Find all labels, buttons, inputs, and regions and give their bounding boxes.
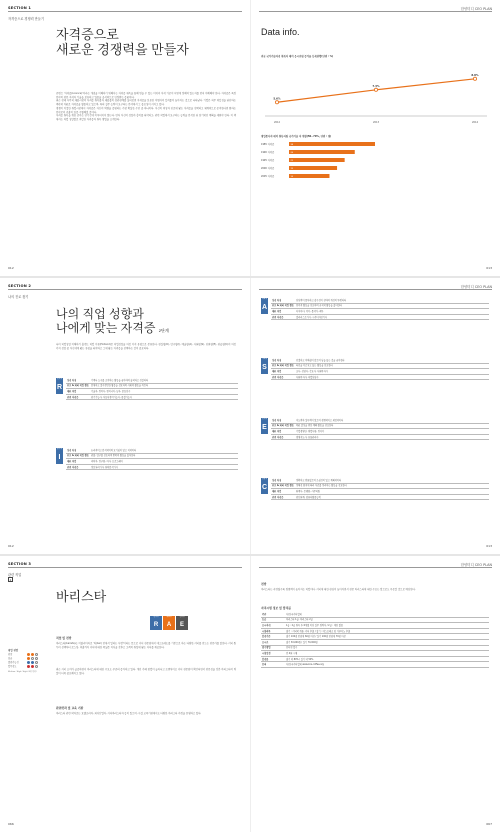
rating-dot bbox=[31, 653, 34, 656]
divider bbox=[8, 289, 242, 290]
x-tick-label: 2014 bbox=[471, 121, 479, 124]
row-key: 관련 자격증 bbox=[66, 464, 90, 470]
page-number: 012 bbox=[8, 266, 14, 270]
page-012 bbox=[0, 0, 250, 276]
page-number: 066 bbox=[8, 822, 14, 826]
divider bbox=[259, 289, 492, 290]
body-text bbox=[56, 92, 236, 122]
side-tag: 나의 진로 찾기 bbox=[8, 295, 29, 299]
bar-chart bbox=[261, 140, 381, 182]
row-key: 선호 & 회피 직업 활동 bbox=[272, 364, 294, 368]
legend-rows bbox=[8, 653, 38, 669]
row-value: 필기 약 80% / 실기 약 50% bbox=[285, 656, 489, 662]
side-tag: 자격증으로 경쟁력 만들기 bbox=[8, 17, 44, 21]
sub-heading: 직업 및 전망 bbox=[56, 636, 72, 640]
rating-dot bbox=[31, 661, 34, 664]
legend-label: 업무강도 bbox=[8, 665, 17, 668]
exam-info-table bbox=[261, 612, 489, 668]
side-number: 2 bbox=[9, 578, 12, 582]
personality-tag bbox=[150, 616, 162, 630]
page-067 bbox=[250, 556, 500, 832]
row-key: 관련 자격증 bbox=[271, 434, 295, 440]
row-value: 정보처리기사, 화학분석기사 bbox=[90, 464, 238, 470]
row-value: 상상력이 풍부하고 감수성이 강하며 개성이 뚜렷하다 bbox=[295, 298, 489, 303]
legend bbox=[8, 648, 38, 673]
page-012b bbox=[0, 278, 250, 554]
tag-type-name: 예술형 bbox=[163, 616, 175, 620]
line-chart bbox=[261, 60, 491, 124]
legend-title: 직업 전망 bbox=[8, 649, 19, 652]
row-key: 성격 특징 bbox=[66, 378, 90, 383]
header-brand: 한양미디 CEO PLAN bbox=[460, 563, 492, 567]
row-value: 기계나 도구를 조작하는 활동을 좋아하며 솔직하고 성실하다 bbox=[90, 378, 238, 383]
type-name: 탐구형 bbox=[56, 448, 63, 450]
row-value: 사)한국커피협회 bbox=[285, 612, 489, 617]
spread-3 bbox=[0, 556, 500, 832]
table-row bbox=[271, 314, 489, 320]
category-label: 1990 자격증 bbox=[261, 151, 275, 155]
row-key: 성격 특징 bbox=[271, 298, 295, 303]
category-label: 1995 자격증 bbox=[261, 159, 275, 163]
row-value: 사)한국커피협회 www.kca-coffee.org bbox=[285, 662, 489, 668]
row-value: 인터넷 접수 bbox=[285, 645, 489, 651]
type-detail-table bbox=[271, 478, 489, 500]
bar-value-label: 16 bbox=[290, 176, 294, 178]
rating-dot bbox=[27, 653, 30, 656]
type-detail-table bbox=[66, 448, 238, 470]
section-label: SECTION 3 bbox=[8, 562, 32, 566]
paragraph: 경쟁이 치열한 취업시장에서 자격증은 자신의 역량을 증명하는 가장 확실한 수단 중 하나이다. 자신의 적성과 진로에 맞는 자격증을 선택하고 체계적으로 준비한다면 원하는 분야로의 진출이 한층 수월해질 것이다. bbox=[56, 106, 236, 114]
legend-row bbox=[8, 665, 38, 669]
category-label: 2000 자격증 bbox=[261, 167, 275, 171]
row-key: 관련 자격증 bbox=[271, 494, 295, 500]
spread-2 bbox=[0, 278, 500, 554]
row-key: 성격 특징 bbox=[271, 478, 295, 483]
row-value: 논리적이고 분석적이며 호기심이 많고 지적이다 bbox=[90, 448, 238, 453]
row-key: 성격 특징 bbox=[271, 418, 295, 423]
data-label: 8.8% bbox=[471, 73, 479, 77]
body-paragraph: 최근 커피 소비가 급증하면서 바리스타에 대한 수요도 꾸준히 증가하고 있다. 개인 카페 창업이 늘어나고 프랜차이즈 커피 전문점이 확산되면서 전문성을 갖춘 바리스타의 역할이 더욱 중요해지고 있다. bbox=[56, 668, 236, 675]
row-key: 접수방법 bbox=[261, 645, 285, 651]
page-number: 012 bbox=[8, 544, 14, 548]
row-key: 관련 자격증 bbox=[66, 394, 90, 400]
personality-tag bbox=[163, 616, 175, 630]
table-row bbox=[261, 662, 489, 668]
row-value: 목표 달성을 위한 계획 활동을 선호한다 bbox=[295, 423, 489, 429]
table-title: 자격시험 정보 및 합격률 bbox=[261, 606, 291, 610]
title-line-2: 새로운 경쟁력을 만들자 bbox=[56, 41, 189, 57]
row-key: 대표 직업 bbox=[66, 389, 90, 395]
row-key: 합격률 bbox=[261, 656, 285, 662]
data-label: 7.3% bbox=[372, 84, 380, 88]
divider bbox=[8, 11, 242, 12]
data-point bbox=[374, 88, 377, 91]
type-name: 관습형 bbox=[261, 478, 268, 480]
legend-label: 임금 bbox=[8, 657, 13, 660]
spread-1 bbox=[0, 0, 500, 276]
rating-dot bbox=[35, 665, 38, 668]
row-value: 정확하고 빈틈없으며 조심성이 있고 계획적이다 bbox=[295, 478, 489, 483]
type-code: A bbox=[261, 302, 268, 314]
row-value: 친절하고 이해심이 많으며 남을 돕는 것을 좋아한다 bbox=[295, 358, 489, 363]
type-detail-table bbox=[66, 378, 238, 400]
legend-label: 전망 bbox=[8, 653, 13, 656]
row-value: 지도력과 설득력이 있으며 경쟁적이고 외향적이다 bbox=[295, 418, 489, 423]
row-key: 대표 직업 bbox=[66, 459, 90, 465]
divider bbox=[8, 567, 242, 568]
rating-dot bbox=[35, 661, 38, 664]
paragraph: 자격증 취득을 위한 준비는 단기간에 이루어지지 않는다. 먼저 자신의 성향과 흥미를 파악하고, 관련 직업에서 요구하는 능력을 분석한 뒤 장기적인 계획을 세워야 한다. 이 책에서는 직업 성향별로 적합한 자격증과 취득 방법을 소개한다. bbox=[56, 114, 236, 121]
legend-note: Medium / High / Hight (5점 만점) bbox=[8, 671, 37, 673]
page-title: 바리스타 bbox=[56, 589, 107, 604]
row-key: 선호 & 회피 직업 활동 bbox=[67, 454, 89, 458]
row-key: 대표 직업 bbox=[271, 429, 295, 435]
row-value: 필기 30,000원 / 실기 70,000원 bbox=[285, 639, 489, 645]
sub-heading: 관련학과 및 교육 기관 bbox=[56, 706, 84, 710]
row-value: 1급 : 2급 취득 후 6개월 이상 실무 경력자 / 2급 : 제한 없음 bbox=[285, 623, 489, 629]
table-row bbox=[66, 394, 238, 400]
personality-tag bbox=[176, 616, 188, 630]
bar bbox=[289, 174, 329, 178]
table-row bbox=[271, 374, 489, 380]
legend-label: 발전가능성 bbox=[8, 661, 19, 664]
header-brand: 한양미디 CEO PLAN bbox=[460, 7, 492, 11]
type-detail-table bbox=[271, 418, 489, 440]
section-label: SECTION 1 bbox=[8, 6, 32, 10]
body-paragraph: 바리스타 관련 학과로는 호텔조리과, 외식산업과, 커피바리스타과 등이 있으며, 사설 교육기관에서도 다양한 바리스타 과정을 운영하고 있다. bbox=[56, 712, 202, 715]
row-key: 선호 & 회피 직업 활동 bbox=[272, 484, 294, 488]
row-value: 분명하고 질서정연한 활동을 선호하며 사회적 활동을 꺼린다 bbox=[90, 383, 238, 389]
type-name: 사회형 bbox=[261, 358, 268, 360]
rating-dot bbox=[35, 653, 38, 656]
row-key: 대표 직업 bbox=[271, 369, 295, 375]
title-line-1: 나의 직업 성향과 bbox=[56, 307, 144, 321]
rating-dot bbox=[31, 657, 34, 660]
row-value: 기업경영인, 영업사원, 정치가 bbox=[295, 429, 489, 435]
tag-code: R bbox=[150, 620, 162, 630]
section-label: SECTION 2 bbox=[8, 284, 32, 288]
type-code: I bbox=[56, 452, 63, 464]
type-code: E bbox=[261, 422, 268, 434]
bar-value-label: 22 bbox=[290, 160, 294, 162]
bar-value-label: 34 bbox=[290, 144, 294, 146]
data-point bbox=[473, 77, 476, 80]
page-title bbox=[56, 28, 189, 58]
row-key: 응시자격 bbox=[261, 623, 285, 629]
type-name: 예술형 bbox=[261, 298, 268, 300]
tag-code: E bbox=[176, 620, 188, 630]
type-name: 현실형 bbox=[56, 378, 63, 380]
page-number: 013 bbox=[486, 266, 492, 270]
data-info-title: Data info. bbox=[261, 27, 300, 37]
page-number: 067 bbox=[486, 822, 492, 826]
bar bbox=[289, 150, 355, 154]
row-key: 성격 특징 bbox=[271, 358, 295, 363]
page-066 bbox=[0, 556, 250, 832]
type-detail-table bbox=[271, 358, 489, 380]
data-label: 5.6% bbox=[273, 97, 281, 101]
category-label: 2005 자격증 bbox=[261, 175, 275, 179]
row-value: 창의적 활동을 선호하며 규칙적 활동을 싫어한다 bbox=[295, 303, 489, 309]
title-suffix: 2단계 bbox=[158, 327, 169, 333]
row-key: 응시료 bbox=[261, 639, 285, 645]
row-value: 정해진 원칙에 따라 자료를 정리하는 활동을 선호한다 bbox=[295, 483, 489, 489]
row-key: 주관 bbox=[261, 612, 285, 617]
row-value: 필기 100점 만점에 60점 이상 / 실기 100점 만점에 70점 이상 bbox=[285, 634, 489, 640]
rating-dot bbox=[27, 657, 30, 660]
rating-dot bbox=[31, 665, 34, 668]
row-value: 기술자, 정비사, 엔지니어, 농부, 운동선수 bbox=[90, 389, 238, 395]
title-line-2: 나에게 맞는 자격증 bbox=[56, 320, 156, 335]
x-tick-label: 2013 bbox=[372, 121, 380, 124]
sub-heading: 전망 bbox=[261, 582, 267, 586]
row-key: 대표 직업 bbox=[271, 309, 295, 315]
x-tick-label: 2012 bbox=[273, 121, 281, 124]
type-code: R bbox=[56, 382, 63, 394]
divider bbox=[259, 567, 492, 568]
divider bbox=[259, 11, 492, 12]
type-name: 진취형 bbox=[261, 418, 268, 420]
tag-type-name: 진취형 bbox=[176, 616, 188, 620]
rating-dot bbox=[27, 665, 30, 668]
table-row bbox=[271, 434, 489, 440]
page-title bbox=[56, 308, 169, 336]
row-value: 바리스타 1급, 바리스타 2급 bbox=[285, 617, 489, 623]
row-key: 관련 자격증 bbox=[271, 374, 295, 380]
side-tag: 관련 직업 bbox=[8, 573, 22, 577]
body-paragraph: 바리스타는 숙련될수록 경쟁력이 높아지는 직업이다. 커피에 대한 관심이 높아지면서 전문 바리스타에 대한 수요는 앞으로도 꾸준할 것으로 예상된다. bbox=[261, 588, 416, 591]
row-value: 경영지도사, 유통관리사 bbox=[295, 434, 489, 440]
header-brand: 한양미디 CEO PLAN bbox=[460, 285, 492, 289]
table-row bbox=[271, 494, 489, 500]
category-label: 1985 자격증 bbox=[261, 143, 275, 147]
bar bbox=[289, 158, 345, 162]
rating-dot bbox=[35, 657, 38, 660]
type-detail-table bbox=[271, 298, 489, 320]
chart-1-title: 전국 국가기술자격 취득자 대비 응시인원 증가율 등록현황(단위 : %) bbox=[261, 55, 334, 58]
row-value: 타인을 가르치고 돕는 활동을 선호한다 bbox=[295, 363, 489, 369]
row-value: 회계사, 은행원, 사무직원 bbox=[295, 489, 489, 495]
page-013b bbox=[250, 278, 500, 554]
row-value: 과학자, 연구원, 의사, 프로그래머 bbox=[90, 459, 238, 465]
row-value: 사회복지사, 직업상담사 bbox=[295, 374, 489, 380]
row-value: 교사, 상담사, 간호사, 사회복지사 bbox=[295, 369, 489, 375]
bar bbox=[289, 142, 375, 146]
row-key: 시험일정 bbox=[261, 651, 285, 657]
type-code: C bbox=[261, 482, 268, 494]
rating-dot bbox=[27, 661, 30, 664]
row-key: 성격 특징 bbox=[66, 448, 90, 453]
row-key: 합격기준 bbox=[261, 634, 285, 640]
row-key: 대표 직업 bbox=[271, 489, 295, 495]
bar bbox=[289, 166, 337, 170]
page-013 bbox=[250, 0, 500, 276]
paragraph: 콘텐츠 '자격증(Licence)'이라는 개념을 이해하기 위해서는 자격증 취득을 통해 얻을 수 있는 이익과 자격 기준이 어떻게 정해져 있는지를 먼저 이해해야 한다. 자격증은 특정 분야의 전문 지식과 기술을 보유하고 있음을 공식적으로 인정받는 증표이다. bbox=[56, 92, 236, 99]
title-line-1: 자격증으로 bbox=[56, 27, 119, 42]
row-key: 시험과목 bbox=[261, 628, 285, 634]
bar-value-label: 19 bbox=[290, 168, 294, 170]
row-value: 전기기능사, 자동차정비기능사, 용접기능사 bbox=[90, 394, 238, 400]
row-key: 문의 bbox=[261, 662, 285, 668]
row-value: 관찰, 탐구를 선호하며 반복적 활동을 싫어한다 bbox=[90, 453, 238, 459]
intro-text: 나의 직업성향 이해하기 홀랜드 직업 이론(Holland)은 직업성향을 여섯 가지 유형으로 분류한다. 현실형(R), 탐구형(I), 예술형(A), 사회형(S), 진취형(E), 관습형(C)의 여섯 가지 성향 중 자신에게 맞는 유형을 파악하고 그에 맞는 자격증을 선택하는 것이 중요하다. bbox=[56, 343, 236, 350]
data-point bbox=[275, 101, 278, 104]
body-paragraph: 바리스타(barista)는 이탈리아어로 '바(bar) 안에서 일하는 사람'이라는 뜻으로 커피 전문점에서 에스프레소를 기본으로 하는 다양한 커피를 만드는 전문가를 말한다. 커피 원두의 선택부터 로스팅, 추출까지 커피에 대한 폭넓은 지식을 갖추고 고객의 취향에 맞는 커피를 제공한다. bbox=[56, 642, 236, 649]
row-value: 디자이너, 작가, 음악가, 배우 bbox=[295, 309, 489, 315]
chart-2-title: 영업종사자 대비 취득지원 국가기술 자 역량(50~70%, 단위 : 명) bbox=[261, 135, 332, 138]
table-row bbox=[66, 464, 238, 470]
page-number: 013 bbox=[486, 544, 492, 548]
bar-value-label: 26 bbox=[290, 152, 294, 154]
type-code: S bbox=[261, 362, 268, 374]
row-value: 필기 : 커피학 개론, 커피 추출 / 실기 : 에스프레소 및 카푸치노 추출 bbox=[285, 628, 489, 634]
row-value: 컬러리스트기사, 시각디자인기사 bbox=[295, 314, 489, 320]
paragraph: 최근 전체 사무직 채용시장의 자격증 취득률과 채용률의 상관관계를 살펴보면 자격증을 보유한 지원자의 합격률이 높아지는 것으로 나타났다. 기업은 직무 적합성을 판단하는 객관적 지표로 자격증을 활용하고 있으며, 특히 실무 능력이 요구되는 분야에서 그 중요성이 커지고 있다. bbox=[56, 99, 236, 107]
row-key: 선호 & 회피 직업 활동 bbox=[272, 424, 294, 428]
tag-type-name: 현실형 bbox=[150, 616, 162, 620]
row-key: 등급 bbox=[261, 617, 285, 623]
row-key: 관련 자격증 bbox=[271, 314, 295, 320]
row-value: 연 4회 시행 bbox=[285, 651, 489, 657]
row-key: 선호 & 회피 직업 활동 bbox=[272, 304, 294, 308]
row-key: 선호 & 회피 직업 활동 bbox=[67, 384, 89, 388]
row-value: 전산회계, 컴퓨터활용능력 bbox=[295, 494, 489, 500]
tag-code: A bbox=[163, 620, 175, 630]
